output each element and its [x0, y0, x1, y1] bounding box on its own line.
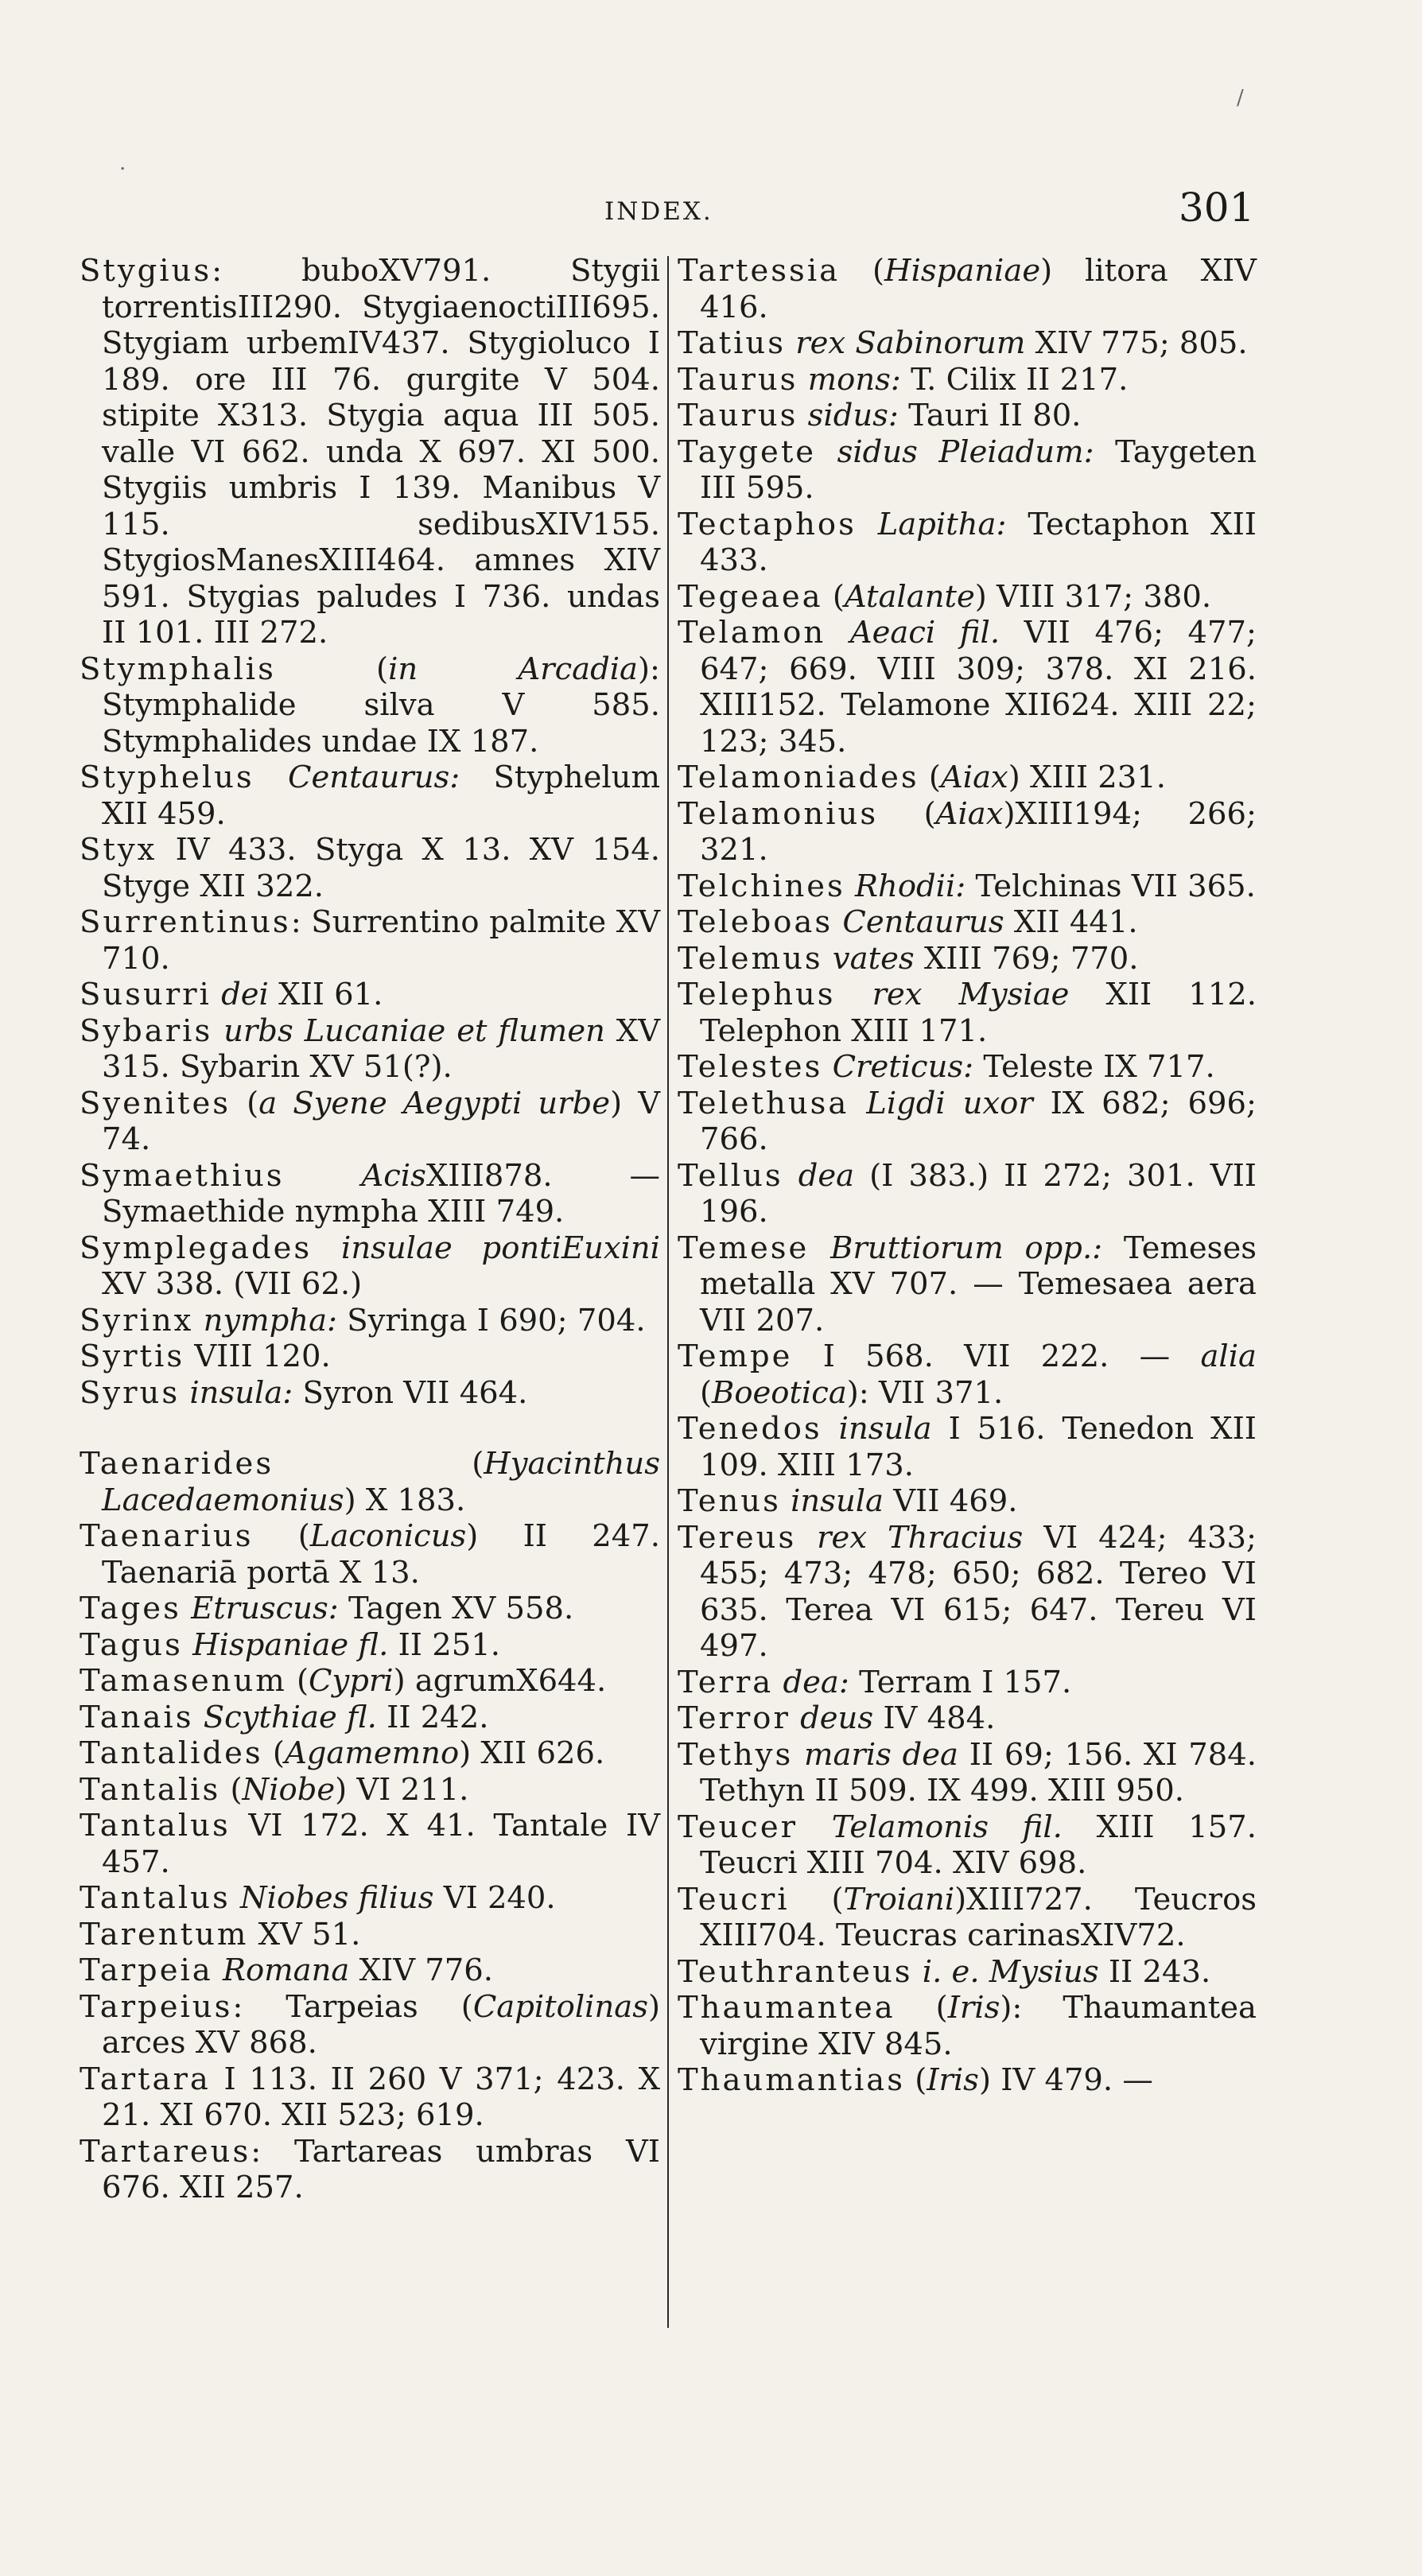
- entry-headword: Symaethius: [80, 1157, 285, 1194]
- entry-italic-text: Romana: [223, 1952, 350, 1988]
- entry-italic-text: Aiax: [935, 795, 1004, 832]
- index-entry: [80, 904, 660, 977]
- entry-headword: Tempe: [678, 1339, 793, 1374]
- index-entry: [678, 1483, 1257, 1520]
- index-entry: [678, 868, 1257, 905]
- entry-headword: Telestes: [678, 1049, 823, 1085]
- entry-italic-text: rex Thracius: [817, 1519, 1024, 1556]
- entry-text: XIII878. — Symaethide nympha XIII 749.: [102, 1157, 660, 1230]
- entry-headword: Tenus: [678, 1483, 781, 1519]
- index-entry: [678, 904, 1257, 941]
- entry-text: [822, 1411, 839, 1447]
- index-entry: [678, 1520, 1257, 1665]
- index-entry: [80, 1446, 660, 1518]
- entry-italic-text: insula: [838, 1411, 932, 1447]
- entry-text: [180, 1375, 189, 1411]
- entry-headword: Taenarides: [80, 1446, 274, 1482]
- entry-text: ): Thaumantea virgine XIV 845.: [700, 1990, 1257, 2062]
- index-entry: [678, 1809, 1257, 1882]
- entry-text: VII 476; 477; 647; 669. VIII 309; 378. XI 216. XIII152. Telamone XII624. XIII 22; 123; 345.: [700, 615, 1257, 760]
- entry-text: [212, 977, 221, 1012]
- entry-italic-text: insula: [791, 1483, 884, 1519]
- index-entry: [80, 253, 660, 651]
- entry-italic-text: vates: [832, 940, 915, 977]
- entry-italic-text: Laconicus: [309, 1518, 467, 1554]
- index-entry: [80, 1700, 660, 1736]
- entry-italic-text: Aiax: [940, 760, 1008, 795]
- entry-text: [193, 1303, 203, 1339]
- entry-text: ): Stymphalide silva V 585. Stymphalides undae IX 187.: [102, 651, 661, 760]
- entry-italic-text: Hispaniae: [884, 253, 1041, 289]
- entry-text: Taygeten III 595.: [700, 433, 1257, 506]
- entry-text: ) VI 211.: [335, 1771, 469, 1808]
- index-entry: [678, 796, 1257, 868]
- entry-text: (: [275, 651, 389, 687]
- entry-text: [796, 1520, 817, 1556]
- entry-headword: Tantalides: [80, 1735, 263, 1771]
- index-entry: [80, 1663, 660, 1700]
- entry-headword: Tarpeius: [80, 1988, 233, 2025]
- entry-headword: Tartessia: [678, 253, 841, 289]
- entry-text: )XIII727. Teucros XIII704. Teucras carinasXIV72.: [700, 1881, 1257, 1953]
- entry-text: (: [919, 760, 941, 795]
- entry-text: (: [262, 1735, 285, 1771]
- entry-text: [791, 1700, 800, 1736]
- entry-text: )XIII194; 266; 321.: [700, 795, 1257, 868]
- entry-text: ) II 247. Taenariā portā X 13.: [102, 1518, 660, 1591]
- entry-italic-text: mons:: [807, 361, 901, 398]
- index-column-right: [678, 253, 1257, 2099]
- entry-headword: Tatius: [678, 325, 786, 361]
- entry-italic-text: Niobe: [242, 1771, 336, 1808]
- entry-headword: Telamoniades: [678, 760, 919, 795]
- entry-text: (: [220, 1771, 243, 1808]
- entry-headword: Tagus: [80, 1626, 183, 1663]
- entry-italic-text: Cypri: [309, 1663, 394, 1699]
- entry-italic-text: Aeaci fil.: [849, 615, 1000, 651]
- index-entry: [678, 1665, 1257, 1701]
- entry-italic-text: Scythiae fl.: [203, 1699, 377, 1735]
- entry-headword: Syrtis: [80, 1339, 185, 1374]
- index-entry: [80, 1303, 660, 1339]
- entry-text: ) agrumX644.: [393, 1663, 607, 1699]
- entry-text: [857, 507, 878, 542]
- entry-italic-text: Bruttiorum opp.:: [830, 1230, 1103, 1266]
- index-entry: [678, 1086, 1257, 1158]
- entry-text: [816, 434, 837, 470]
- index-entry: [80, 1591, 660, 1627]
- index-entry: [80, 1735, 660, 1772]
- entry-headword: Tegeaea: [678, 578, 823, 615]
- index-entry: [80, 760, 660, 832]
- entry-headword: Styphelus: [80, 760, 254, 795]
- index-entry: [80, 1808, 660, 1880]
- entry-text: ): VII 371.: [846, 1374, 1004, 1411]
- index-entry: [80, 1518, 660, 1591]
- entry-text: XV 315. Sybarin XV 51(?).: [102, 1012, 661, 1085]
- index-entry: [678, 1882, 1257, 1954]
- entry-headword: Syrinx: [80, 1302, 194, 1339]
- index-entry: [678, 579, 1257, 616]
- entry-headword: Tantalus: [80, 1808, 231, 1844]
- index-entry: [678, 2062, 1257, 2099]
- entry-text: Tauri II 80.: [898, 398, 1082, 433]
- entry-italic-text: Hispaniae fl.: [192, 1626, 389, 1663]
- entry-text: (: [878, 795, 936, 832]
- entry-headword: Tartara: [80, 2061, 211, 2097]
- index-entry: [80, 2134, 660, 2206]
- entry-text: [786, 325, 795, 361]
- entry-headword: Teucer: [678, 1809, 798, 1845]
- entry-headword: Teuthranteus: [678, 1953, 913, 1990]
- entry-headword: Symplegades: [80, 1230, 313, 1266]
- entry-italic-text: alia: [1200, 1339, 1257, 1374]
- index-entry: [80, 2061, 660, 2134]
- entry-text: XIII 157. Teucri XIII 704. XIV 698.: [700, 1809, 1257, 1881]
- entry-text: [822, 1049, 832, 1085]
- entry-italic-text: Niobes filius: [239, 1880, 434, 1916]
- entry-headword: Teucri: [678, 1881, 790, 1917]
- entry-italic-text: Agamemno: [284, 1735, 460, 1771]
- entry-text: [913, 1954, 923, 1990]
- entry-italic-text: dea:: [783, 1664, 849, 1700]
- page-dot-mark: .: [119, 151, 126, 175]
- entry-italic-text: Acis: [361, 1157, 426, 1194]
- entry-text: [833, 904, 842, 940]
- entry-italic-text: Telamonis fil.: [831, 1809, 1063, 1845]
- entry-text: : Tarpeias (: [232, 1988, 473, 2025]
- index-entry: [80, 1952, 660, 1989]
- index-entry: [678, 398, 1257, 434]
- entry-italic-text: Creticus:: [832, 1049, 974, 1085]
- index-entry: [678, 325, 1257, 362]
- entry-text: XIV 776.: [349, 1952, 494, 1988]
- index-entry: [678, 615, 1257, 760]
- entry-headword: Telephus: [678, 977, 836, 1012]
- entry-text: II 243.: [1098, 1953, 1211, 1990]
- page-number: 301: [1179, 185, 1255, 231]
- entry-text: (: [840, 253, 885, 289]
- entry-text: (: [700, 1374, 713, 1411]
- index-entry: [678, 362, 1257, 398]
- entry-text: [826, 615, 850, 651]
- entry-text: [836, 977, 872, 1012]
- entry-text: ) X 183.: [344, 1482, 466, 1518]
- entry-italic-text: Centaurus: [842, 904, 1004, 940]
- entry-headword: Sybaris: [80, 1012, 213, 1049]
- index-entry: [678, 1954, 1257, 1991]
- entry-text: XII 112. Telephon XIII 171.: [700, 977, 1257, 1049]
- entry-text: [312, 1230, 341, 1266]
- entry-headword: Telethusa: [678, 1085, 849, 1121]
- entry-italic-text: Capitolinas: [472, 1988, 648, 2025]
- entry-headword: Tarentum: [80, 1916, 249, 1952]
- entry-headword: Temese: [678, 1230, 810, 1266]
- entry-text: (: [789, 1881, 844, 1917]
- entry-italic-text: Centaurus:: [288, 760, 460, 795]
- entry-headword: Stygius: [80, 253, 212, 289]
- entry-headword: Tenedos: [678, 1411, 822, 1447]
- index-entry: [80, 1917, 660, 1953]
- entry-text: I 113. II 260 V 371; 423. X 21. XI 670. XII 523; 619.: [102, 2061, 660, 2133]
- entry-headword: Telemus: [678, 940, 823, 977]
- entry-italic-text: sidus Pleiadum:: [837, 433, 1094, 470]
- entry-headword: Tantalis: [80, 1771, 221, 1808]
- entry-text: [231, 1880, 240, 1916]
- index-entry: [80, 1158, 660, 1230]
- entry-italic-text: i. e. Mysius: [922, 1953, 1099, 1990]
- entry-headword: Surrentinus: [80, 904, 291, 940]
- index-column-left: [80, 253, 660, 2206]
- entry-headword: Tectaphos: [678, 506, 857, 542]
- index-entry: [678, 1339, 1257, 1411]
- entry-italic-text: Hyacinthus Lacedaemonius: [102, 1446, 660, 1518]
- entry-text: XV 338. (VII 62.): [102, 1266, 363, 1302]
- index-entry: [80, 1989, 660, 2061]
- entry-text: XII 441.: [1004, 904, 1138, 940]
- entry-text: IV 484.: [873, 1700, 996, 1736]
- entry-text: VIII 120.: [185, 1339, 331, 1374]
- entry-text: VI 424; 433; 455; 473; 478; 650; 682. Tereo VI 635. Terea VI 615; 647. Tereu VI 497.: [700, 1519, 1257, 1664]
- entry-text: [193, 1700, 203, 1735]
- entry-italic-text: dei: [221, 977, 269, 1012]
- entry-text: [212, 1013, 223, 1049]
- index-entry: [678, 760, 1257, 796]
- entry-text: [254, 760, 288, 795]
- entry-text: XIV 775; 805.: [1025, 325, 1248, 361]
- entry-text: II 242.: [376, 1699, 489, 1735]
- entry-italic-text: a Syene Aegypti urbe: [258, 1085, 611, 1121]
- entry-text: II 69; 156. XI 784. Tethyn II 509. IX 499. XIII 950.: [700, 1736, 1257, 1809]
- entry-text: Tagen XV 558.: [338, 1591, 574, 1626]
- entry-text: Syringa I 690; 704.: [337, 1302, 646, 1339]
- entry-text: ) XIII 231.: [1008, 760, 1167, 795]
- entry-text: (: [286, 1663, 309, 1699]
- entry-headword: Taurus: [678, 398, 798, 433]
- entry-text: Terram I 157.: [849, 1664, 1072, 1700]
- entry-italic-text: in Arcadia: [388, 651, 639, 687]
- entry-text: IV 433. Styga X 13. XV 154. Styge XII 322.: [102, 832, 660, 904]
- entry-text: VII 469.: [884, 1483, 1018, 1519]
- entry-headword: Tamasenum: [80, 1663, 287, 1699]
- entry-headword: Styx: [80, 832, 157, 868]
- entry-italic-text: sidus:: [807, 398, 899, 433]
- entry-text: [798, 398, 807, 433]
- entry-text: [213, 1952, 223, 1988]
- index-entry: [80, 651, 660, 760]
- entry-text: (: [231, 1085, 259, 1121]
- entry-text: II 251.: [388, 1626, 500, 1663]
- index-entry: [678, 253, 1257, 325]
- entry-text: [823, 941, 833, 977]
- entry-italic-text: Ligdi uxor: [866, 1085, 1033, 1121]
- entry-text: Syron VII 464.: [293, 1374, 528, 1411]
- entry-italic-text: insulae pontiEuxini: [341, 1230, 660, 1266]
- index-entry: [678, 434, 1257, 507]
- index-entry: [678, 1990, 1257, 2062]
- entry-text: [798, 1809, 832, 1845]
- entry-text: (: [904, 2062, 927, 2098]
- entry-text: [285, 1158, 362, 1194]
- entry-headword: Terra: [678, 1664, 774, 1700]
- entry-italic-text: rex Sabinorum: [795, 325, 1026, 361]
- entry-text: Teleste IX 717.: [973, 1049, 1215, 1085]
- entry-text: Temeses metalla XV 707. — Temesaea aera VII 207.: [700, 1230, 1257, 1339]
- entry-text: (: [253, 1518, 310, 1554]
- entry-text: ) V 74.: [102, 1085, 661, 1157]
- page-corner-mark: /: [1237, 86, 1244, 110]
- entry-italic-text: maris dea: [803, 1736, 958, 1773]
- entry-text: [783, 1158, 798, 1194]
- entry-italic-text: insula:: [189, 1374, 293, 1411]
- entry-headword: Tartareus: [80, 2133, 251, 2170]
- entry-italic-text: Lapitha:: [877, 506, 1007, 542]
- entry-text: Telchinas VII 365.: [965, 868, 1256, 904]
- entry-text: ) XII 626.: [459, 1735, 605, 1771]
- index-entry: [80, 1880, 660, 1917]
- entry-text: VI 172. X 41. Tantale IV 457.: [102, 1808, 660, 1880]
- index-entry: [80, 1772, 660, 1809]
- entry-text: [781, 1483, 791, 1519]
- index-entry: [678, 1411, 1257, 1483]
- entry-text: [809, 1230, 830, 1266]
- entry-text: [793, 1737, 804, 1773]
- index-entry: [678, 941, 1257, 977]
- entry-text: (: [895, 1990, 948, 2026]
- index-entry: [678, 977, 1257, 1049]
- index-entry: [80, 832, 660, 904]
- index-entry: [678, 1230, 1257, 1339]
- entry-headword: Syrus: [80, 1374, 181, 1411]
- entry-italic-text: Troiani: [843, 1881, 955, 1917]
- entry-headword: Tellus: [678, 1157, 783, 1194]
- entry-headword: Tereus: [678, 1519, 797, 1556]
- entry-text: : Surrentino palmite XV 710.: [102, 904, 660, 977]
- index-entry: [80, 1086, 660, 1158]
- entry-text: IX 682; 696; 766.: [700, 1085, 1257, 1157]
- entry-headword: Telamon: [678, 615, 826, 651]
- entry-text: [183, 1627, 192, 1663]
- entry-headword: Stymphalis: [80, 651, 276, 687]
- entry-headword: Taurus: [678, 361, 798, 398]
- index-entry: [80, 1627, 660, 1664]
- entry-text: VI 240.: [433, 1880, 556, 1916]
- entry-text: T. Cilix II 217.: [900, 361, 1129, 398]
- entry-text: ) IV 479. —: [978, 2062, 1153, 2098]
- entry-text: [181, 1591, 191, 1626]
- index-entry: [80, 1013, 660, 1086]
- entry-italic-text: Iris: [927, 2062, 979, 2098]
- entry-text: (I 383.) II 272; 301. VII 196.: [700, 1157, 1257, 1230]
- index-entry: [80, 1230, 660, 1303]
- entry-headword: Susurri: [80, 977, 212, 1012]
- entry-text: Tectaphon XII 433.: [700, 506, 1257, 578]
- entry-italic-text: rex Mysiae: [872, 977, 1070, 1012]
- index-entry: [678, 1737, 1257, 1809]
- entry-text: I 516. Tenedon XII 109. XIII 173.: [700, 1411, 1257, 1483]
- running-header-title: INDEX.: [604, 197, 713, 226]
- index-entry: [678, 507, 1257, 579]
- entry-text: [773, 1665, 783, 1700]
- entry-text: ) VIII 317; 380.: [974, 578, 1212, 615]
- entry-italic-text: Atalante: [844, 578, 975, 615]
- entry-italic-text: Etruscus:: [191, 1591, 339, 1626]
- entry-headword: Thaumantias: [678, 2062, 905, 2098]
- entry-text: [845, 868, 855, 904]
- entry-text: [849, 1086, 866, 1121]
- entry-text: XV 51.: [248, 1916, 361, 1952]
- entry-text: XIII 769; 770.: [914, 940, 1139, 977]
- entry-italic-text: Boeotica: [712, 1374, 847, 1411]
- index-entry: [678, 1700, 1257, 1737]
- entry-italic-text: deus: [800, 1700, 874, 1736]
- entry-headword: Teleboas: [678, 904, 833, 940]
- entry-text: ) litora XIV 416.: [700, 253, 1257, 325]
- entry-italic-text: dea: [798, 1157, 855, 1194]
- entry-text: Styphelum XII 459.: [102, 760, 660, 832]
- entry-headword: Taenarius: [80, 1518, 254, 1554]
- entry-headword: Thaumantea: [678, 1990, 896, 2026]
- entry-headword: Tarpeia: [80, 1952, 213, 1988]
- entry-headword: Tethys: [678, 1736, 794, 1773]
- entry-headword: Telamonius: [678, 795, 879, 832]
- entry-italic-text: nympha:: [203, 1302, 338, 1339]
- index-entry: [80, 1375, 660, 1412]
- entry-italic-text: urbs Lucaniae et flumen: [223, 1012, 605, 1049]
- entry-text: : buboXV791. Stygii torrentisIII290. StygiaenoctiIII695. Stygiam urbemIV437. Stygioluco I 189. ore III 76. gurgite V 504. stipite X313. Stygia aqua III 505. valle VI 662. unda X 697. XI 500. Stygiis umbris I 139. Manibus V 115. sedibusXIV155. StygiosManesXIII464. amnes XIV 591. Stygias paludes I 736. undas II 101. III 272.: [102, 253, 660, 651]
- index-entry: [80, 977, 660, 1013]
- index-entry: [80, 1339, 660, 1375]
- entry-headword: Tantalus: [80, 1880, 231, 1916]
- entry-headword: Taygete: [678, 433, 817, 470]
- index-entry: [678, 1158, 1257, 1230]
- entry-headword: Telchines: [678, 868, 845, 904]
- entry-text: : Tartareas umbras VI 676. XII 257.: [102, 2133, 660, 2205]
- index-entry: [678, 1049, 1257, 1086]
- entry-text: I 568. VII 222. —: [792, 1339, 1201, 1374]
- entry-text: XII 61.: [268, 977, 383, 1012]
- entry-headword: Tages: [80, 1591, 181, 1626]
- entry-headword: Tanais: [80, 1699, 194, 1735]
- entry-text: (: [822, 578, 845, 615]
- entry-text: ) arces XV 868.: [102, 1988, 660, 2061]
- entry-text: [798, 362, 807, 398]
- entry-text: (: [274, 1446, 484, 1482]
- entry-headword: Syenites: [80, 1085, 231, 1121]
- entry-italic-text: Iris: [947, 1990, 1000, 2026]
- entry-headword: Terror: [678, 1700, 791, 1736]
- column-divider: [667, 256, 669, 2328]
- entry-italic-text: Rhodii:: [855, 868, 966, 904]
